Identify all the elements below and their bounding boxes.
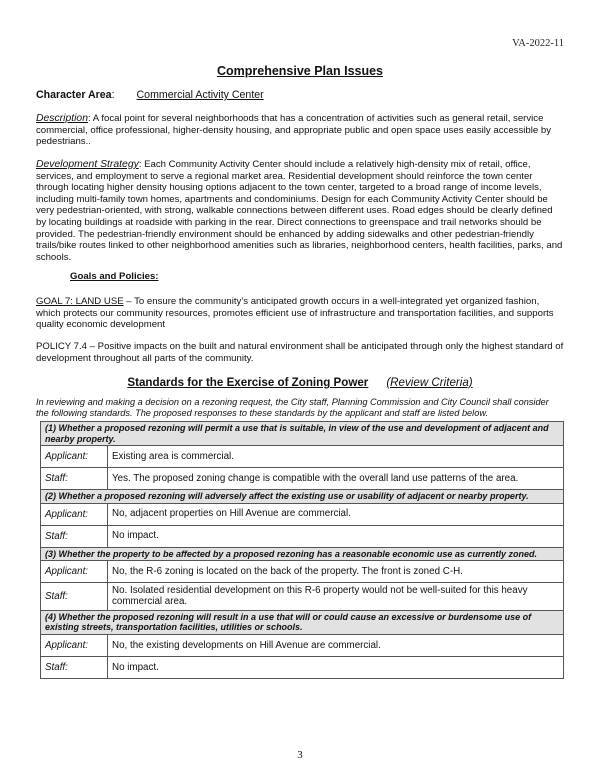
character-area: Character Area: Commercial Activity Center	[36, 89, 264, 101]
goal-7-label: GOAL 7: LAND USE	[36, 296, 124, 307]
review-criteria-table	[40, 421, 564, 679]
criterion-question: (4) Whether the proposed rezoning will result in a use that will or could cause an excessive or burdensome use of existing streets, transportation facilities, utilities or schools.	[41, 610, 564, 634]
standards-intro: In reviewing and making a decision on a rezoning request, the City staff, Planning Commission and City Council shall consider the following standards. The proposed responses to these standards by the applicant and staff are listed below.	[36, 397, 549, 418]
applicant-label: Applicant:	[41, 446, 108, 468]
standards-subtitle: (Review Criteria)	[386, 376, 473, 389]
applicant-response: Existing area is commercial.	[108, 446, 564, 468]
description-paragraph	[36, 113, 564, 148]
criterion-question: (2) Whether a proposed rezoning will adversely affect the existing use or usability of adjacent or nearby property.	[41, 490, 564, 504]
goal-7-text: – To ensure the community’s anticipated growth occurs in a well-integrated yet organized fashion, which protects our community resources, promotes efficient use of infrastructure and transportation facilities, and supports quality economic development	[36, 296, 554, 331]
staff-response: Yes. The proposed zoning change is compatible with the overall land use patterns of the area.	[108, 468, 564, 490]
staff-response: No. Isolated residential development on this R-6 property would not be well-suited for this heavy commercial area.	[108, 583, 564, 611]
applicant-response: No, the existing developments on Hill Avenue are commercial.	[108, 634, 564, 656]
goal-7-paragraph	[36, 296, 564, 331]
applicant-response: No, the R-6 zoning is located on the back of the property. The front is zoned C-H.	[108, 561, 564, 583]
staff-label: Staff:	[41, 583, 108, 611]
description-label: Description	[36, 113, 88, 124]
applicant-label: Applicant:	[41, 503, 108, 525]
criterion-question: (3) Whether the property to be affected by a proposed rezoning has a reasonable economic use as currently zoned.	[41, 547, 564, 561]
staff-label: Staff:	[41, 525, 108, 547]
standards-heading	[0, 376, 600, 389]
document-id: VA-2022-11	[512, 38, 564, 49]
development-strategy-text: : Each Community Activity Center should include a relatively high-density mix of retail, office, services, and employment to serve a regional market area. Residential development should reinforce the town center through locating higher density housing options adjacent to the town center, targeted to a broad range of income levels, including multi-family town homes, apartments and condominiums. Design for each Community Activity Center should be very pedestrian-oriented, with strong, walkable connections between different uses. Road edges should be clearly defined by locating buildings at roadside with parking in the rear. Direct connections to greenspace and trail networks should be provided. The pedestrian-friendly environment should be enhanced by adding sidewalks and other pedestrian-friendly trails/bike routes linked to other neighborhood amenities such as libraries, neighborhood centers, health facilities, parks, and schools.	[36, 159, 563, 263]
goals-heading: Goals and Policies:	[70, 271, 159, 282]
description-text: : A focal point for several neighborhoods that has a concentration of activities such as general retail, service commercial, office professional, higher-density housing, and appropriate public and open space uses easily accessible by pedestrians..	[36, 113, 551, 148]
standards-title: Standards for the Exercise of Zoning Power	[127, 376, 369, 389]
applicant-label: Applicant:	[41, 634, 108, 656]
policy-paragraph: POLICY 7.4 – Positive impacts on the built and natural environment shall be anticipated through only the highest standard of development throughout all parts of the community.	[36, 341, 564, 364]
character-area-value: Commercial Activity Center	[136, 89, 264, 101]
criterion-question: (1) Whether a proposed rezoning will permit a use that is suitable, in view of the use and development of adjacent and nearby property.	[41, 422, 564, 446]
staff-response: No impact.	[108, 525, 564, 547]
character-area-label: Character Area	[36, 89, 112, 101]
staff-label: Staff:	[41, 468, 108, 490]
applicant-response: No, adjacent properties on Hill Avenue are commercial.	[108, 503, 564, 525]
page-number: 3	[297, 749, 303, 761]
applicant-label: Applicant:	[41, 561, 108, 583]
staff-label: Staff:	[41, 656, 108, 678]
development-strategy-paragraph	[36, 159, 564, 263]
staff-response: No impact.	[108, 656, 564, 678]
page-title: Comprehensive Plan Issues	[216, 64, 384, 78]
development-strategy-label: Development Strategy	[36, 159, 139, 170]
